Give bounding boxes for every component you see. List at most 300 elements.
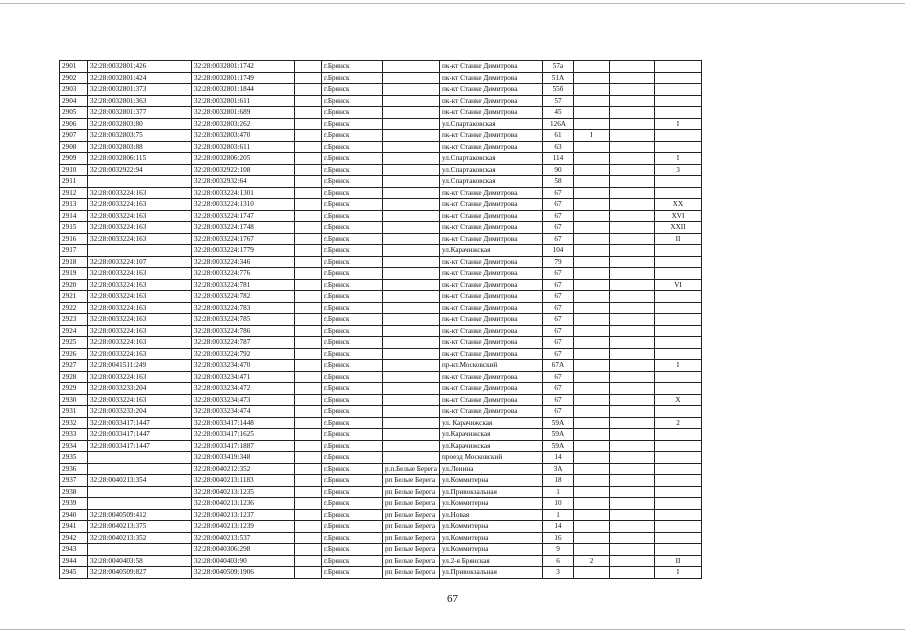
cadastral-number-cell <box>88 176 192 188</box>
object-cadastral-number-cell: 32:28:0040213:537 <box>192 532 295 544</box>
city-cell: г.Брянск <box>322 141 383 153</box>
table-row <box>60 521 702 533</box>
locality-cell: рп Белые Берега <box>383 544 440 556</box>
table-row <box>60 440 702 452</box>
locality-cell <box>383 153 440 165</box>
cadastral-number-cell: 32:28:0032801:424 <box>88 72 192 84</box>
empty-cell <box>295 95 322 107</box>
street-cell: пк-кт Станке Димитрова <box>440 268 543 280</box>
house-number-cell: 63 <box>543 141 574 153</box>
empty-cell <box>295 164 322 176</box>
page-number: 67 <box>447 593 458 605</box>
object-cadastral-number-cell: 32:28:0032801:1844 <box>192 84 295 96</box>
building-cell: I <box>574 130 610 142</box>
object-cadastral-number-cell: 32:28:0033417:1887 <box>192 440 295 452</box>
house-number-cell: 55б <box>543 84 574 96</box>
house-number-cell: 114 <box>543 153 574 165</box>
premises-number-cell: II <box>655 233 702 245</box>
premises-number-cell <box>655 314 702 326</box>
empty-cell <box>610 417 655 429</box>
city-cell: г.Брянск <box>322 233 383 245</box>
property-register-table <box>59 60 702 579</box>
house-number-cell: 67 <box>543 199 574 211</box>
locality-cell <box>383 394 440 406</box>
table-row <box>60 509 702 521</box>
house-number-cell: 59А <box>543 440 574 452</box>
locality-cell <box>383 187 440 199</box>
locality-cell: рп Белые Берега <box>383 532 440 544</box>
empty-cell <box>610 486 655 498</box>
street-cell: пк-кт Станке Димитрова <box>440 256 543 268</box>
empty-cell <box>610 429 655 441</box>
row-number-cell: 2940 <box>60 509 88 521</box>
building-cell <box>574 429 610 441</box>
cadastral-number-cell <box>88 544 192 556</box>
empty-cell <box>610 279 655 291</box>
row-number-cell: 2909 <box>60 153 88 165</box>
locality-cell: рп Белые Берега <box>383 475 440 487</box>
empty-cell <box>610 406 655 418</box>
premises-number-cell <box>655 176 702 188</box>
empty-cell <box>610 475 655 487</box>
street-cell: ул.Карачижская <box>440 440 543 452</box>
locality-cell <box>383 268 440 280</box>
locality-cell: рп Белые Берега <box>383 555 440 567</box>
object-cadastral-number-cell: 32:28:0033224:346 <box>192 256 295 268</box>
empty-cell <box>295 61 322 73</box>
row-number-cell: 2936 <box>60 463 88 475</box>
cadastral-number-cell: 32:28:0033224:163 <box>88 291 192 303</box>
row-number-cell: 2942 <box>60 532 88 544</box>
object-cadastral-number-cell: 32:28:0040509:1906 <box>192 567 295 579</box>
house-number-cell: 67 <box>543 222 574 234</box>
premises-number-cell: XVI <box>655 210 702 222</box>
street-cell: пк-кт Станке Димитрова <box>440 406 543 418</box>
table-row <box>60 463 702 475</box>
empty-cell <box>610 84 655 96</box>
locality-cell <box>383 314 440 326</box>
street-cell: ул.Спартаковская <box>440 118 543 130</box>
row-number-cell: 2929 <box>60 383 88 395</box>
empty-cell <box>295 567 322 579</box>
empty-cell <box>610 314 655 326</box>
premises-number-cell <box>655 440 702 452</box>
house-number-cell: 16 <box>543 532 574 544</box>
scan-edge-line-bottom <box>0 629 905 630</box>
building-cell <box>574 314 610 326</box>
empty-cell <box>295 210 322 222</box>
locality-cell: рп Белые Берега <box>383 509 440 521</box>
house-number-cell: 104 <box>543 245 574 257</box>
empty-cell <box>610 383 655 395</box>
street-cell: ул.Коммитерна <box>440 475 543 487</box>
cadastral-number-cell: 32:28:0040213:352 <box>88 532 192 544</box>
building-cell <box>574 187 610 199</box>
cadastral-number-cell: 32:28:0032806:115 <box>88 153 192 165</box>
table-row <box>60 544 702 556</box>
house-number-cell: 67А <box>543 360 574 372</box>
row-number-cell: 2939 <box>60 498 88 510</box>
table-row <box>60 245 702 257</box>
cadastral-number-cell: 32:28:0033224:107 <box>88 256 192 268</box>
empty-cell <box>295 452 322 464</box>
empty-cell <box>610 325 655 337</box>
cadastral-number-cell: 32:28:0040403:58 <box>88 555 192 567</box>
premises-number-cell: I <box>655 360 702 372</box>
city-cell: г.Брянск <box>322 164 383 176</box>
street-cell: ул.Привокзальная <box>440 567 543 579</box>
table-row <box>60 233 702 245</box>
locality-cell <box>383 164 440 176</box>
object-cadastral-number-cell: 32:28:0033224:776 <box>192 268 295 280</box>
empty-cell <box>610 61 655 73</box>
empty-cell <box>610 245 655 257</box>
empty-cell <box>610 187 655 199</box>
house-number-cell: 1 <box>543 509 574 521</box>
locality-cell <box>383 233 440 245</box>
house-number-cell: 6 <box>543 555 574 567</box>
table-row <box>60 61 702 73</box>
locality-cell <box>383 383 440 395</box>
building-cell <box>574 406 610 418</box>
row-number-cell: 2914 <box>60 210 88 222</box>
building-cell <box>574 245 610 257</box>
city-cell: г.Брянск <box>322 61 383 73</box>
empty-cell <box>295 394 322 406</box>
table-row <box>60 452 702 464</box>
locality-cell <box>383 279 440 291</box>
cadastral-number-cell: 32:28:0032803:88 <box>88 141 192 153</box>
cadastral-number-cell: 32:28:0040213:354 <box>88 475 192 487</box>
object-cadastral-number-cell: 32:28:0033224:782 <box>192 291 295 303</box>
street-cell: ул.Коммитерна <box>440 521 543 533</box>
locality-cell <box>383 95 440 107</box>
street-cell: ул. Карачижская <box>440 417 543 429</box>
street-cell: пк-кт Станке Димитрова <box>440 187 543 199</box>
cadastral-number-cell: 32:28:0033224:163 <box>88 210 192 222</box>
cadastral-number-cell: 32:28:0033224:163 <box>88 348 192 360</box>
table-row <box>60 498 702 510</box>
premises-number-cell <box>655 130 702 142</box>
city-cell: г.Брянск <box>322 291 383 303</box>
premises-number-cell: I <box>655 153 702 165</box>
city-cell: г.Брянск <box>322 95 383 107</box>
empty-cell <box>295 475 322 487</box>
table-row <box>60 371 702 383</box>
empty-cell <box>610 199 655 211</box>
locality-cell <box>383 176 440 188</box>
locality-cell <box>383 84 440 96</box>
empty-cell <box>295 509 322 521</box>
object-cadastral-number-cell: 32:28:0033419:348 <box>192 452 295 464</box>
cadastral-number-cell: 32:28:0033224:163 <box>88 394 192 406</box>
row-number-cell: 2933 <box>60 429 88 441</box>
empty-cell <box>610 498 655 510</box>
city-cell: г.Брянск <box>322 245 383 257</box>
table-row <box>60 555 702 567</box>
locality-cell <box>383 406 440 418</box>
premises-number-cell <box>655 532 702 544</box>
locality-cell <box>383 118 440 130</box>
building-cell <box>574 348 610 360</box>
table-row <box>60 199 702 211</box>
cadastral-number-cell <box>88 245 192 257</box>
empty-cell <box>295 302 322 314</box>
cadastral-number-cell: 32:28:0033224:163 <box>88 279 192 291</box>
city-cell: г.Брянск <box>322 521 383 533</box>
building-cell <box>574 61 610 73</box>
empty-cell <box>295 233 322 245</box>
table-row <box>60 141 702 153</box>
object-cadastral-number-cell: 32:28:0040212:352 <box>192 463 295 475</box>
empty-cell <box>295 337 322 349</box>
table-row <box>60 256 702 268</box>
cadastral-number-cell: 32:28:0032801:363 <box>88 95 192 107</box>
empty-cell <box>295 84 322 96</box>
premises-number-cell <box>655 429 702 441</box>
object-cadastral-number-cell: 32:28:0032922:108 <box>192 164 295 176</box>
street-cell: пк-кт Станке Димитрова <box>440 72 543 84</box>
building-cell <box>574 141 610 153</box>
row-number-cell: 2925 <box>60 337 88 349</box>
cadastral-number-cell: 32:28:0041511:249 <box>88 360 192 372</box>
house-number-cell: 67 <box>543 291 574 303</box>
row-number-cell: 2918 <box>60 256 88 268</box>
empty-cell <box>295 72 322 84</box>
row-number-cell: 2923 <box>60 314 88 326</box>
object-cadastral-number-cell: 32:28:0033224:1779 <box>192 245 295 257</box>
city-cell: г.Брянск <box>322 475 383 487</box>
row-number-cell: 2905 <box>60 107 88 119</box>
house-number-cell: 3А <box>543 463 574 475</box>
empty-cell <box>295 417 322 429</box>
street-cell: ул.Коммитерна <box>440 544 543 556</box>
table-row <box>60 337 702 349</box>
house-number-cell: 14 <box>543 452 574 464</box>
city-cell: г.Брянск <box>322 325 383 337</box>
house-number-cell: 1 <box>543 486 574 498</box>
empty-cell <box>295 440 322 452</box>
building-cell <box>574 360 610 372</box>
building-cell <box>574 256 610 268</box>
object-cadastral-number-cell: 32:28:0033224:1767 <box>192 233 295 245</box>
cadastral-number-cell: 32:28:0033224:163 <box>88 187 192 199</box>
city-cell: г.Брянск <box>322 130 383 142</box>
row-number-cell: 2922 <box>60 302 88 314</box>
empty-cell <box>610 118 655 130</box>
cadastral-number-cell <box>88 452 192 464</box>
object-cadastral-number-cell: 32:28:0040306:298 <box>192 544 295 556</box>
row-number-cell: 2943 <box>60 544 88 556</box>
premises-number-cell: I <box>655 567 702 579</box>
cadastral-number-cell: 32:28:0033224:163 <box>88 268 192 280</box>
locality-cell <box>383 130 440 142</box>
object-cadastral-number-cell: 32:28:0033234:472 <box>192 383 295 395</box>
street-cell: ул.Привокзальная <box>440 486 543 498</box>
building-cell <box>574 498 610 510</box>
empty-cell <box>610 532 655 544</box>
city-cell: г.Брянск <box>322 176 383 188</box>
object-cadastral-number-cell: 32:28:0033224:785 <box>192 314 295 326</box>
building-cell <box>574 486 610 498</box>
empty-cell <box>295 555 322 567</box>
row-number-cell: 2930 <box>60 394 88 406</box>
premises-number-cell <box>655 486 702 498</box>
city-cell: г.Брянск <box>322 532 383 544</box>
premises-number-cell: XX <box>655 199 702 211</box>
row-number-cell: 2934 <box>60 440 88 452</box>
table-row <box>60 187 702 199</box>
locality-cell <box>383 325 440 337</box>
object-cadastral-number-cell: 32:28:0040213:1183 <box>192 475 295 487</box>
locality-cell: рп Белые Берега <box>383 498 440 510</box>
premises-number-cell <box>655 406 702 418</box>
empty-cell <box>610 164 655 176</box>
building-cell <box>574 233 610 245</box>
cadastral-number-cell: 32:28:0032801:373 <box>88 84 192 96</box>
street-cell: пк-кт Станке Димитрова <box>440 337 543 349</box>
empty-cell <box>610 509 655 521</box>
register-sheet <box>59 60 702 579</box>
table-row <box>60 291 702 303</box>
city-cell: г.Брянск <box>322 394 383 406</box>
object-cadastral-number-cell: 32:28:0032932:64 <box>192 176 295 188</box>
table-row <box>60 153 702 165</box>
register-body <box>60 61 702 579</box>
table-row <box>60 406 702 418</box>
empty-cell <box>295 176 322 188</box>
premises-number-cell <box>655 325 702 337</box>
empty-cell <box>610 210 655 222</box>
house-number-cell: 126А <box>543 118 574 130</box>
city-cell: г.Брянск <box>322 118 383 130</box>
empty-cell <box>610 521 655 533</box>
premises-number-cell <box>655 383 702 395</box>
table-row <box>60 383 702 395</box>
house-number-cell: 67 <box>543 233 574 245</box>
empty-cell <box>610 72 655 84</box>
street-cell: пк-кт Станке Димитрова <box>440 291 543 303</box>
building-cell <box>574 107 610 119</box>
house-number-cell: 79 <box>543 256 574 268</box>
cadastral-number-cell: 32:28:0033417:1447 <box>88 417 192 429</box>
building-cell <box>574 452 610 464</box>
city-cell: г.Брянск <box>322 429 383 441</box>
street-cell: ул.Спартаковская <box>440 164 543 176</box>
object-cadastral-number-cell: 32:28:0040213:1235 <box>192 486 295 498</box>
locality-cell <box>383 417 440 429</box>
building-cell <box>574 440 610 452</box>
cadastral-number-cell: 32:28:0032801:426 <box>88 61 192 73</box>
empty-cell <box>295 199 322 211</box>
street-cell: ул.Ленина <box>440 463 543 475</box>
building-cell <box>574 394 610 406</box>
city-cell: г.Брянск <box>322 153 383 165</box>
premises-number-cell <box>655 463 702 475</box>
premises-number-cell <box>655 187 702 199</box>
cadastral-number-cell: 32:28:0033417:1447 <box>88 429 192 441</box>
building-cell <box>574 417 610 429</box>
object-cadastral-number-cell: 32:28:0033234:474 <box>192 406 295 418</box>
street-cell: пк-кт Станке Димитрова <box>440 210 543 222</box>
empty-cell <box>295 314 322 326</box>
row-number-cell: 2910 <box>60 164 88 176</box>
object-cadastral-number-cell: 32:28:0033224:787 <box>192 337 295 349</box>
house-number-cell: 18 <box>543 475 574 487</box>
empty-cell <box>295 222 322 234</box>
row-number-cell: 2903 <box>60 84 88 96</box>
premises-number-cell: II <box>655 555 702 567</box>
building-cell <box>574 509 610 521</box>
premises-number-cell <box>655 475 702 487</box>
locality-cell <box>383 72 440 84</box>
empty-cell <box>295 406 322 418</box>
building-cell: 2 <box>574 555 610 567</box>
premises-number-cell <box>655 509 702 521</box>
row-number-cell: 2931 <box>60 406 88 418</box>
empty-cell <box>610 394 655 406</box>
house-number-cell: 67 <box>543 268 574 280</box>
house-number-cell: 67 <box>543 279 574 291</box>
premises-number-cell <box>655 141 702 153</box>
premises-number-cell <box>655 95 702 107</box>
empty-cell <box>610 440 655 452</box>
street-cell: ул.Карачижская <box>440 245 543 257</box>
empty-cell <box>610 153 655 165</box>
street-cell: пк-кт Станке Димитрова <box>440 222 543 234</box>
city-cell: г.Брянск <box>322 279 383 291</box>
table-row <box>60 567 702 579</box>
object-cadastral-number-cell: 32:28:0033417:1448 <box>192 417 295 429</box>
empty-cell <box>610 371 655 383</box>
cadastral-number-cell: 32:28:0033224:163 <box>88 314 192 326</box>
object-cadastral-number-cell: 32:28:0040403:90 <box>192 555 295 567</box>
object-cadastral-number-cell: 32:28:0033417:1625 <box>192 429 295 441</box>
empty-cell <box>295 544 322 556</box>
locality-cell <box>383 348 440 360</box>
row-number-cell: 2919 <box>60 268 88 280</box>
object-cadastral-number-cell: 32:28:0032801:1742 <box>192 61 295 73</box>
empty-cell <box>295 118 322 130</box>
premises-number-cell <box>655 452 702 464</box>
house-number-cell: 61 <box>543 130 574 142</box>
house-number-cell: 58 <box>543 176 574 188</box>
building-cell <box>574 463 610 475</box>
house-number-cell: 67 <box>543 406 574 418</box>
building-cell <box>574 325 610 337</box>
empty-cell <box>610 130 655 142</box>
house-number-cell: 67 <box>543 371 574 383</box>
empty-cell <box>610 544 655 556</box>
row-number-cell: 2928 <box>60 371 88 383</box>
table-row <box>60 107 702 119</box>
street-cell: пк-кт Станке Димитрова <box>440 279 543 291</box>
house-number-cell: 51А <box>543 72 574 84</box>
row-number-cell: 2908 <box>60 141 88 153</box>
city-cell: г.Брянск <box>322 486 383 498</box>
empty-cell <box>295 107 322 119</box>
table-row <box>60 130 702 142</box>
premises-number-cell <box>655 521 702 533</box>
street-cell: ул.Карачижская <box>440 429 543 441</box>
premises-number-cell <box>655 84 702 96</box>
building-cell <box>574 153 610 165</box>
premises-number-cell <box>655 498 702 510</box>
table-row <box>60 325 702 337</box>
city-cell: г.Брянск <box>322 440 383 452</box>
city-cell: г.Брянск <box>322 544 383 556</box>
locality-cell <box>383 440 440 452</box>
